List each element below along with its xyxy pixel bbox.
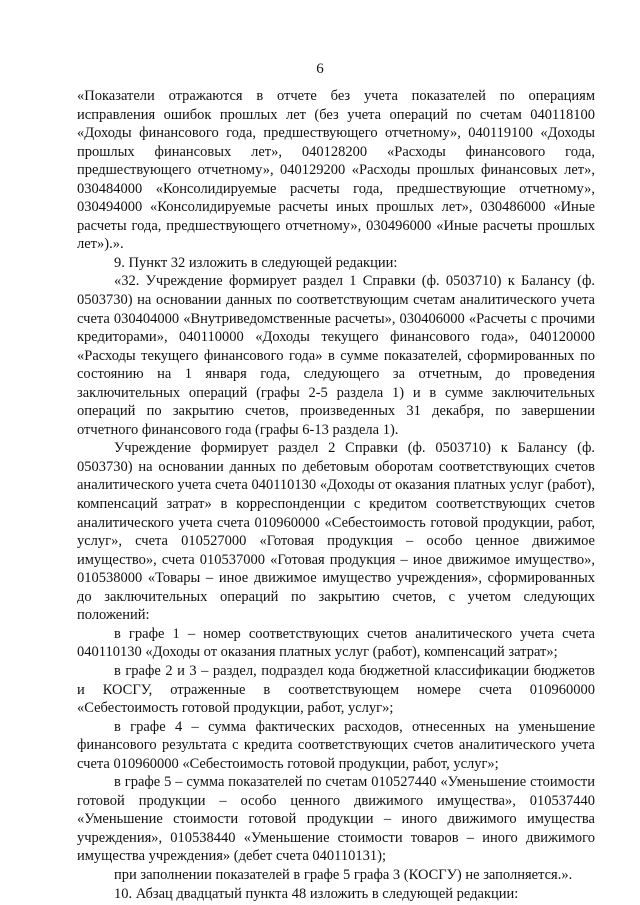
paragraph-quote-continuation: «Показатели отражаются в отчете без учета показателей по операциям исправления ошибок прошлых лет (без учета операций по счетам 040118100 «Доходы финансового года, предшествующего отчетному», 040119100 «Доходы прошлых финансовых лет», 040128200 «Расходы финансового года, предшествующего отчетному», 040129200 «Расходы прошлых финансовых лет», 030484000 «Консолидируемые расчеты года, предшествующие отчетному», 030494000 «Консолидируемые расчеты иных прошлых лет», 030486000 «Иные расчеты года, предшествующего отчетному», 030496000 «Иные расчеты прошлых лет»).». — [77, 88, 595, 253]
paragraph-column-1: в графе 1 – номер соответствующих счетов аналитического учета счета 040110130 «Доходы от оказания платных услуг (работ), компенсаций затрат»; — [77, 625, 595, 661]
paragraph-column-4: в графе 4 – сумма фактических расходов, отнесенных на уменьшение финансового результата с кредита соответствующих счетов аналитического учета счета 010960000 «Себестоимость готовой продукции, работ, услуг»; — [77, 718, 595, 772]
paragraph-clause-32: «32. Учреждение формирует раздел 1 Справки (ф. 0503710) к Балансу (ф. 0503730) на основании данных по соответствующим счетам аналитического учета счета 030404000 «Внутриведомственные расчеты», 030406000 «Расчеты с прочими кредиторами», 040110000 «Доходы текущего финансового года», 040120000 «Расходы текущего финансового года» в сумме показателей, сформированных по состоянию на 1 января года, следующего за отчетным, до проведения заключительных операций (графы 2-5 раздела 1) и в сумме заключительных операций по закрытию счетов, произведенных 31 декабря, по завершении отчетного финансового года (графы 6-13 раздела 1). — [77, 273, 595, 438]
paragraph-column-2-3: в графе 2 и 3 – раздел, подраздел кода бюджетной классификации бюджетов и КОСГУ, отраженные в соответствующем номере счета 010960000 «Себестоимость готовой продукции, работ, услуг»; — [77, 662, 595, 717]
paragraph-item-9: 9. Пункт 32 изложить в следующей редакции: — [114, 254, 398, 271]
paragraph-item-10: 10. Абзац двадцатый пункта 48 изложить в следующей редакции: — [114, 885, 519, 902]
paragraph-section-2: Учреждение формирует раздел 2 Справки (ф. 0503710) к Балансу (ф. 0503730) на основании данных по дебетовым оборотам соответствующих счетов аналитического учета счета 040110130 «Доходы от оказания платных услуг (работ), компенсаций затрат» в корреспонденции с кредитом соответствующих счетов аналитического учета счета 010960000 «Себестоимость готовой продукции, работ, услуг», счета 010527000 «Готовая продукция – особо ценное движимое имущество», счета 010537000 «Готовая продукция – иное движимое имущество», 010538000 «Товары – иное движимое имущество учреждения», сформированных до заключительных операций по закрытию счетов, с учетом следующих положений: — [77, 440, 595, 624]
document-body — [77, 87, 595, 903]
paragraph-kosgu-note: при заполнении показателей в графе 5 графа 3 (КОСГУ) не заполняется.». — [114, 866, 573, 883]
paragraph-column-5: в графе 5 – сумма показателей по счетам 010527440 «Уменьшение стоимости готовой продукции – особо ценного движимого имущества», 010537440 «Уменьшение стоимости готовой продукции – иного движимого имущества учреждения», 010538440 «Уменьшение стоимости товаров – иного движимого имущества учреждения» (дебет счета 040110131); — [77, 774, 595, 865]
page-number: 6 — [316, 61, 324, 77]
